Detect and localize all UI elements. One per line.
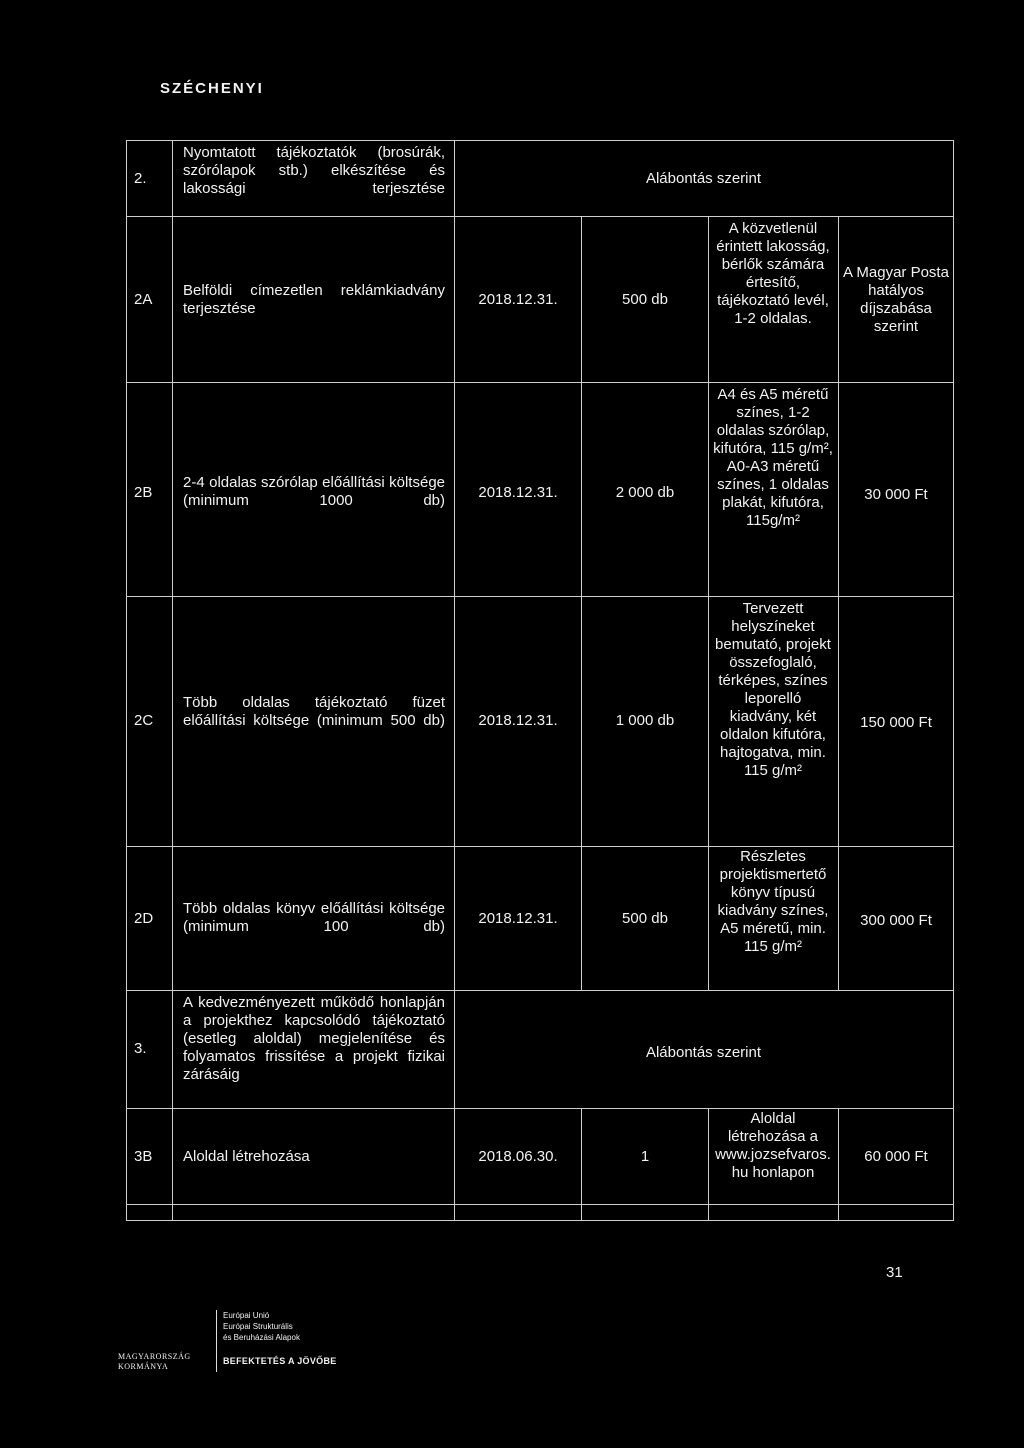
row-specification: Aloldal létrehozása a www.jozsefvaros.hu honlapon	[715, 1110, 831, 1181]
row-specification: Részletes projektismertető könyv típusú kiadvány színes, A5 méretű, min. 115 g/m²	[717, 848, 829, 955]
row-price: 30 000 Ft	[864, 486, 928, 503]
row-date: 2018.06.30.	[478, 1148, 558, 1165]
row-description: A kedvezményezett működő honlapján a projekthez kapcsolódó tájékoztató (esetleg aloldal) megjelenítése és folyamatos frissítése a projekt fizikai zárásáig	[183, 994, 445, 1083]
row-price: A Magyar Posta hatályos díjszabása szerint	[843, 264, 949, 335]
row-specification: A4 és A5 méretű színes, 1-2 oldalas szórólap, kifutóra, 115 g/m², A0-A3 méretű színes, 1 oldalas plakát, kifutóra, 115g/m²	[713, 386, 833, 529]
row-price: 300 000 Ft	[860, 912, 932, 929]
row-quantity: 1	[640, 1148, 650, 1165]
row-id: 2C	[134, 712, 154, 729]
row-price: 150 000 Ft	[860, 714, 932, 731]
row-id: 2.	[134, 170, 147, 187]
row-quantity: 2 000 db	[615, 484, 675, 501]
page-number: 31	[886, 1264, 903, 1281]
row-specification: A közvetlenül érintett lakosság, bérlők számára értesítő, tájékoztató levél, 1-2 oldalas.	[716, 220, 830, 327]
row-price: 60 000 Ft	[864, 1148, 928, 1165]
row-description: Belföldi címezetlen reklámkiadvány terjesztése	[183, 282, 445, 317]
eu-line3: és Beruházási Alapok	[223, 1333, 300, 1342]
merged-breakdown-label: Alábontás szerint	[645, 1044, 762, 1061]
merged-breakdown-label: Alábontás szerint	[645, 170, 762, 187]
row-specification: Tervezett helyszíneket bemutató, projekt összefoglaló, térképes, színes leporelló kiadvány, két oldalon kifutóra, hajtogatva, min. 115 g/m²	[715, 600, 831, 779]
row-id: 3B	[134, 1148, 153, 1165]
row-quantity: 1 000 db	[615, 712, 675, 729]
government-logo	[118, 1352, 191, 1372]
footer-divider	[216, 1310, 217, 1372]
row-id: 3.	[134, 1040, 147, 1057]
row-description: 2-4 oldalas szórólap előállítási költsége (minimum 1000 db)	[183, 474, 445, 509]
row-date: 2018.12.31.	[478, 484, 558, 501]
brand-logo-text: SZÉCHENYI	[160, 80, 264, 97]
eu-logo-text	[223, 1310, 300, 1343]
eu-line2: Európai Strukturális	[223, 1322, 293, 1331]
row-id: 2B	[134, 484, 153, 501]
row-id: 2D	[134, 910, 154, 927]
row-description: Nyomtatott tájékoztatók (brosúrák, szórólapok stb.) elkészítése és lakossági terjesztése	[183, 144, 445, 197]
row-date: 2018.12.31.	[478, 291, 558, 308]
government-logo-line2: KORMÁNYA	[118, 1362, 169, 1371]
row-quantity: 500 db	[622, 910, 668, 927]
row-description: Több oldalas tájékoztató füzet előállítási költsége (minimum 500 db)	[183, 694, 445, 729]
footer-slogan: BEFEKTETÉS A JÖVŐBE	[223, 1356, 337, 1366]
row-quantity: 500 db	[622, 291, 668, 308]
government-logo-line1: MAGYARORSZÁG	[118, 1352, 191, 1361]
eu-line1: Európai Unió	[223, 1311, 270, 1320]
row-id: 2A	[134, 291, 153, 308]
row-date: 2018.12.31.	[478, 910, 558, 927]
row-description: Aloldal létrehozása	[183, 1148, 310, 1165]
row-description: Több oldalas könyv előállítási költsége (minimum 100 db)	[183, 900, 445, 935]
row-date: 2018.12.31.	[478, 712, 558, 729]
